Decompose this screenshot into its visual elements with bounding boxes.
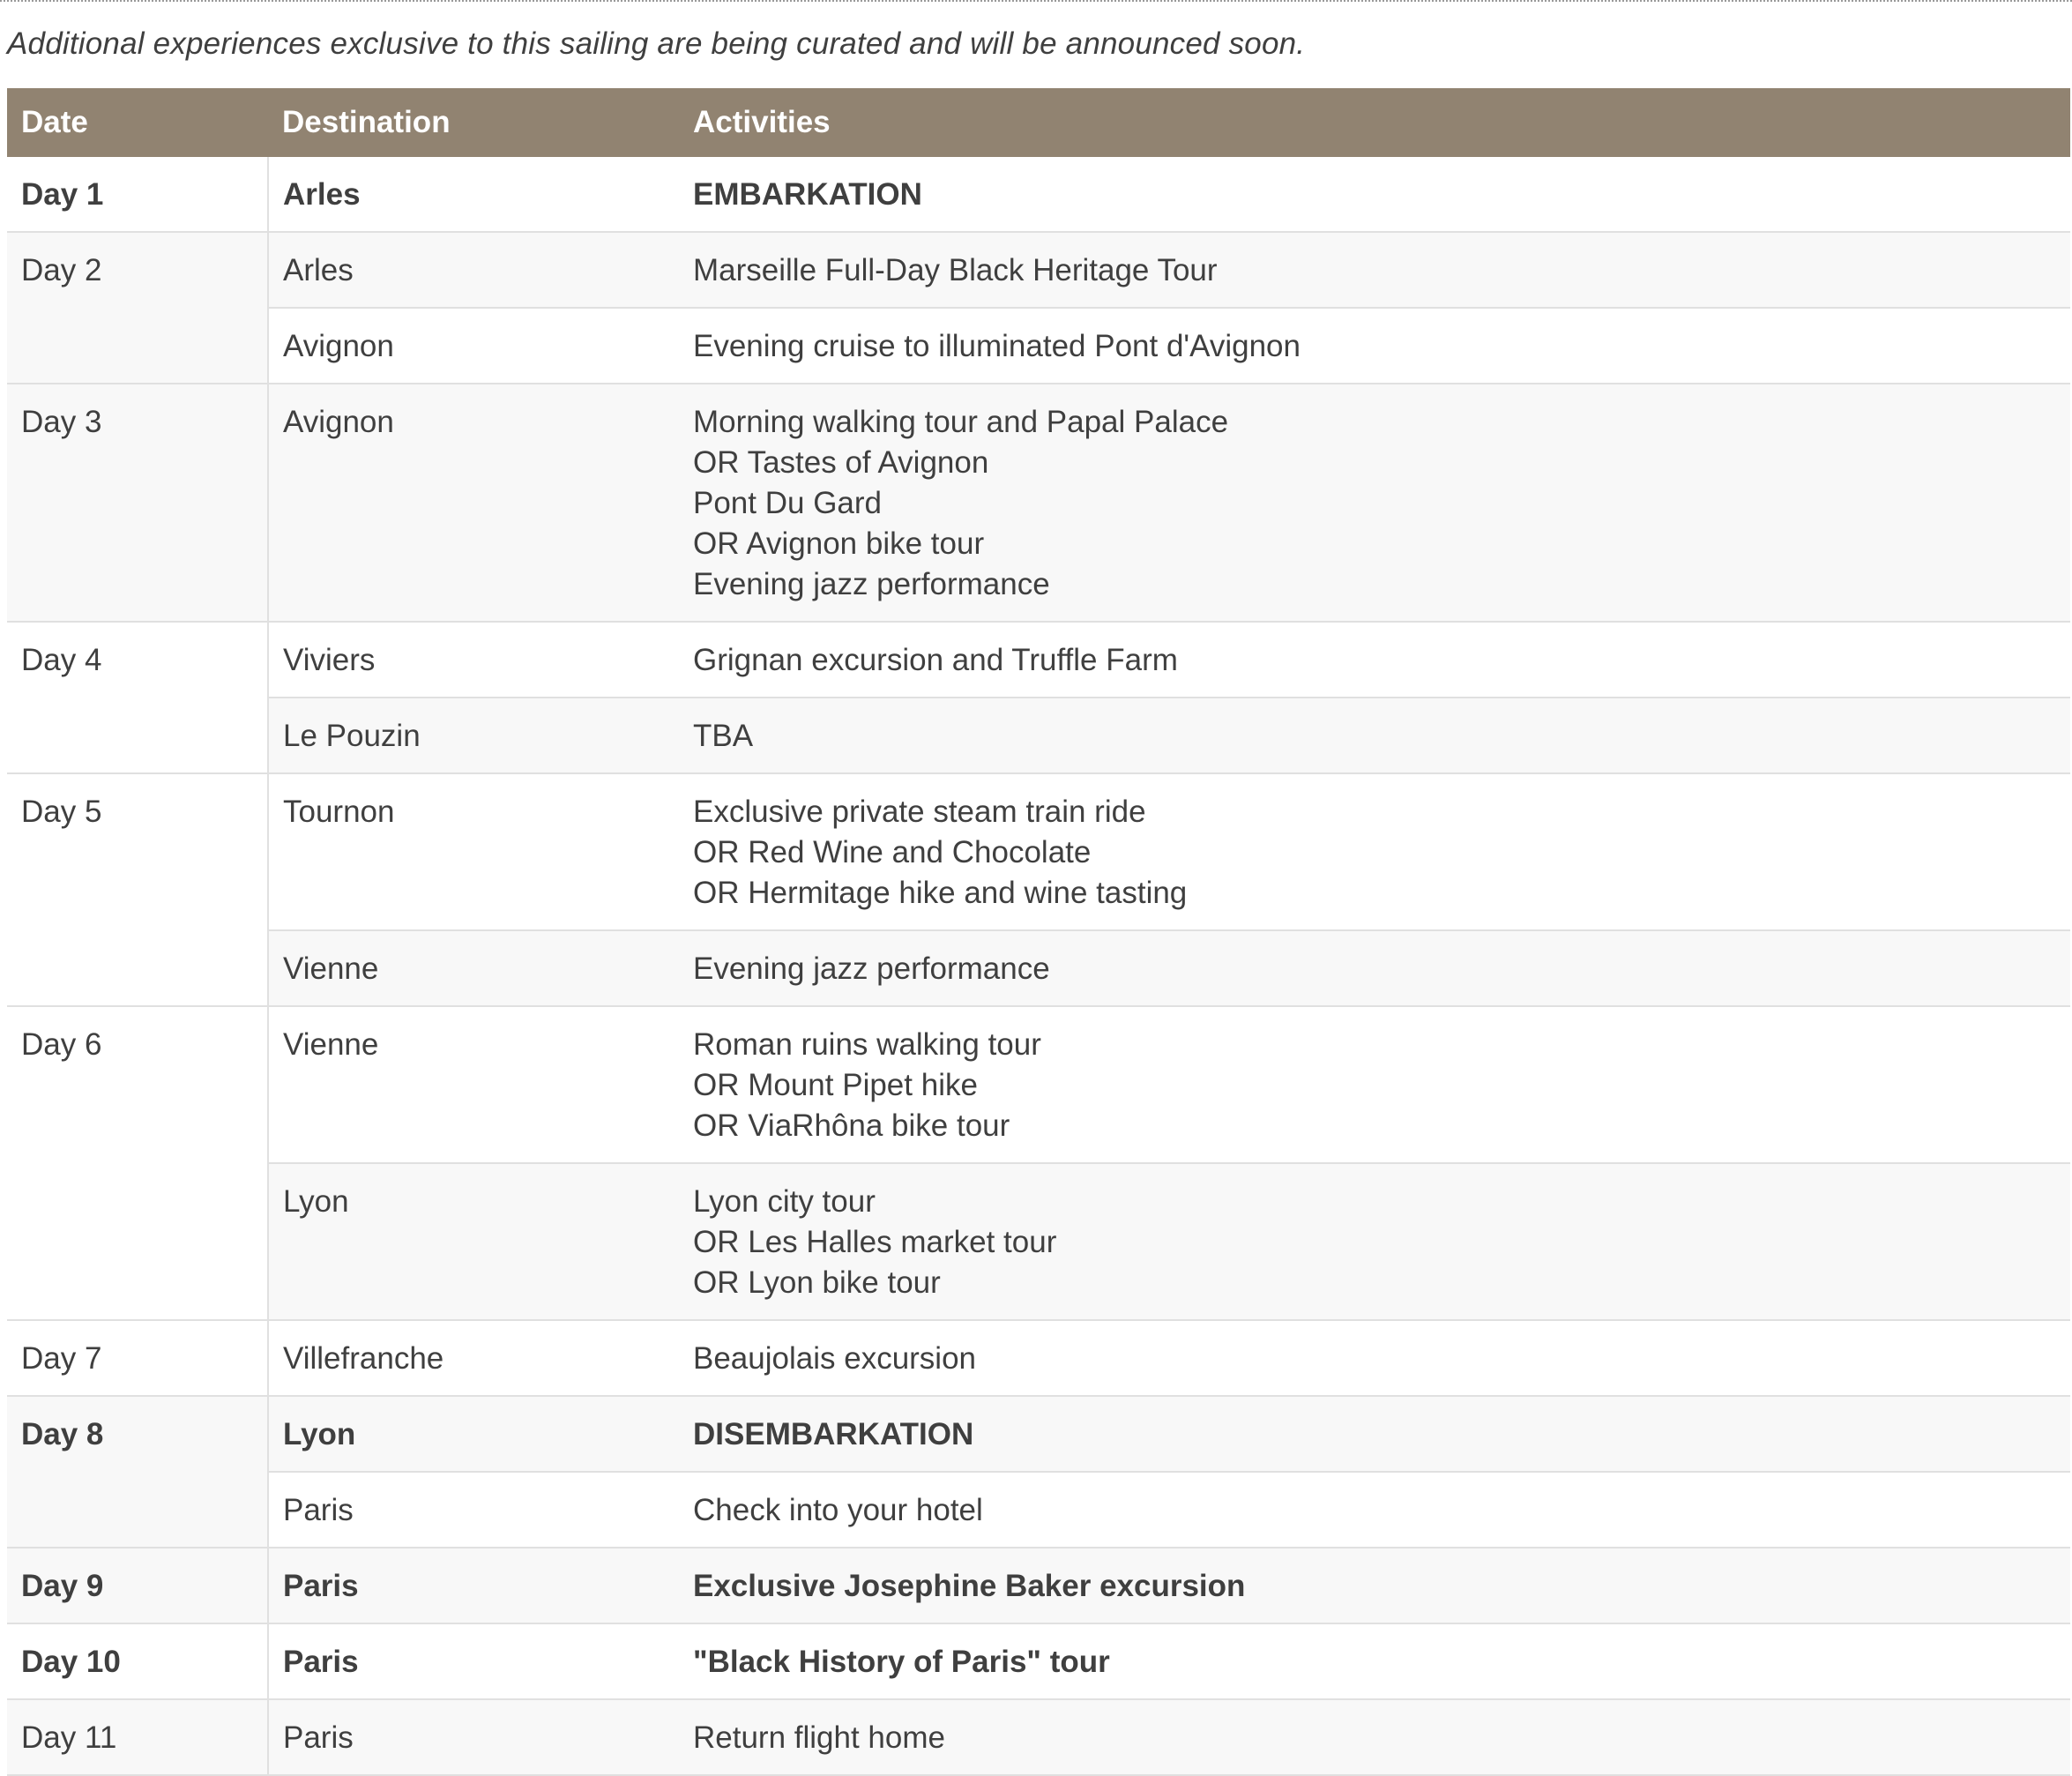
activity-line: OR Les Halles market tour: [693, 1225, 1057, 1259]
activity-line: Grignan excursion and Truffle Farm: [693, 643, 1178, 677]
activities-cell: [679, 1472, 2070, 1548]
activities-cell: [679, 157, 2070, 232]
day-cell: Day 3: [7, 384, 268, 622]
table-row: [7, 1472, 2070, 1548]
table-row: [7, 1006, 2070, 1163]
table-row: [7, 930, 2070, 1006]
activity-line: Check into your hotel: [693, 1493, 983, 1527]
activity-line: Evening jazz performance: [693, 567, 1050, 601]
destination-cell: Vienne: [268, 930, 679, 1006]
activity-line: Roman ruins walking tour: [693, 1027, 1041, 1062]
activities-cell: [679, 1396, 2070, 1472]
activity-line: Return flight home: [693, 1720, 945, 1755]
destination-cell: Arles: [268, 232, 679, 308]
table-row: [7, 1396, 2070, 1472]
destination-cell: Avignon: [268, 384, 679, 622]
activity-line: OR Red Wine and Chocolate: [693, 835, 1092, 869]
table-row: [7, 622, 2070, 698]
activities-cell: [679, 1699, 2070, 1775]
table-row: [7, 1699, 2070, 1775]
activities-cell: [679, 1548, 2070, 1623]
table-row: [7, 1623, 2070, 1699]
activities-cell: [679, 1623, 2070, 1699]
destination-cell: Vienne: [268, 1006, 679, 1163]
table-row: [7, 1163, 2070, 1320]
activities-cell: [679, 773, 2070, 930]
header-destination: Destination: [268, 88, 679, 157]
day-cell: Day 6: [7, 1006, 268, 1320]
activity-line: "Black History of Paris" tour: [693, 1645, 1110, 1679]
activities-cell: [679, 698, 2070, 773]
activity-line: Pont Du Gard: [693, 486, 882, 520]
activity-line: OR Tastes of Avignon: [693, 445, 989, 480]
destination-cell: Arles: [268, 157, 679, 232]
destination-cell: Viviers: [268, 622, 679, 698]
activity-line: OR ViaRhôna bike tour: [693, 1108, 1010, 1143]
activity-line: Beaujolais excursion: [693, 1341, 977, 1376]
table-row: [7, 698, 2070, 773]
header-activities: Activities: [679, 88, 2070, 157]
activity-line: DISEMBARKATION: [693, 1417, 974, 1451]
day-cell: Day 2: [7, 232, 268, 384]
activity-line: Exclusive Josephine Baker excursion: [693, 1569, 1246, 1603]
activities-cell: [679, 384, 2070, 622]
day-cell: Day 1: [7, 157, 268, 232]
day-cell: Day 8: [7, 1396, 268, 1548]
top-dotted-divider: [0, 0, 2072, 2]
activity-line: OR Avignon bike tour: [693, 526, 985, 561]
table-row: [7, 308, 2070, 384]
table-row: [7, 1548, 2070, 1623]
activity-line: Morning walking tour and Papal Palace: [693, 405, 1229, 439]
destination-cell: Paris: [268, 1548, 679, 1623]
destination-cell: Lyon: [268, 1163, 679, 1320]
destination-cell: Le Pouzin: [268, 698, 679, 773]
activities-cell: [679, 622, 2070, 698]
table-row: [7, 232, 2070, 308]
destination-cell: Tournon: [268, 773, 679, 930]
destination-cell: Paris: [268, 1472, 679, 1548]
activity-line: OR Mount Pipet hike: [693, 1068, 978, 1102]
activities-cell: [679, 1320, 2070, 1396]
destination-cell: Villefranche: [268, 1320, 679, 1396]
table-row: [7, 1320, 2070, 1396]
destination-cell: Paris: [268, 1623, 679, 1699]
day-cell: Day 9: [7, 1548, 268, 1623]
activity-line: OR Hermitage hike and wine tasting: [693, 876, 1188, 910]
activity-line: Lyon city tour: [693, 1184, 876, 1219]
day-cell: Day 11: [7, 1699, 268, 1775]
table-row: [7, 384, 2070, 622]
day-cell: Day 4: [7, 622, 268, 773]
activity-line: Evening cruise to illuminated Pont d'Avignon: [693, 329, 1301, 363]
activity-line: EMBARKATION: [693, 177, 922, 212]
table-row: [7, 157, 2070, 232]
activity-line: Exclusive private steam train ride: [693, 795, 1146, 829]
table-row: [7, 773, 2070, 930]
table-header-row: [7, 88, 2070, 157]
destination-cell: Lyon: [268, 1396, 679, 1472]
itinerary-table: [7, 88, 2070, 1776]
day-cell: Day 5: [7, 773, 268, 1006]
activity-line: Evening jazz performance: [693, 951, 1050, 986]
activity-line: Marseille Full-Day Black Heritage Tour: [693, 253, 1218, 287]
activity-line: TBA: [693, 719, 754, 753]
destination-cell: Avignon: [268, 308, 679, 384]
activities-cell: [679, 308, 2070, 384]
day-cell: Day 10: [7, 1623, 268, 1699]
day-cell: Day 7: [7, 1320, 268, 1396]
activities-cell: [679, 1163, 2070, 1320]
header-date: Date: [7, 88, 268, 157]
intro-note: Additional experiences exclusive to this sailing are being curated and will be announced soon.: [7, 26, 1306, 61]
activity-line: OR Lyon bike tour: [693, 1265, 941, 1300]
itinerary-body: [7, 157, 2070, 1775]
activities-cell: [679, 930, 2070, 1006]
activities-cell: [679, 232, 2070, 308]
activities-cell: [679, 1006, 2070, 1163]
destination-cell: Paris: [268, 1699, 679, 1775]
